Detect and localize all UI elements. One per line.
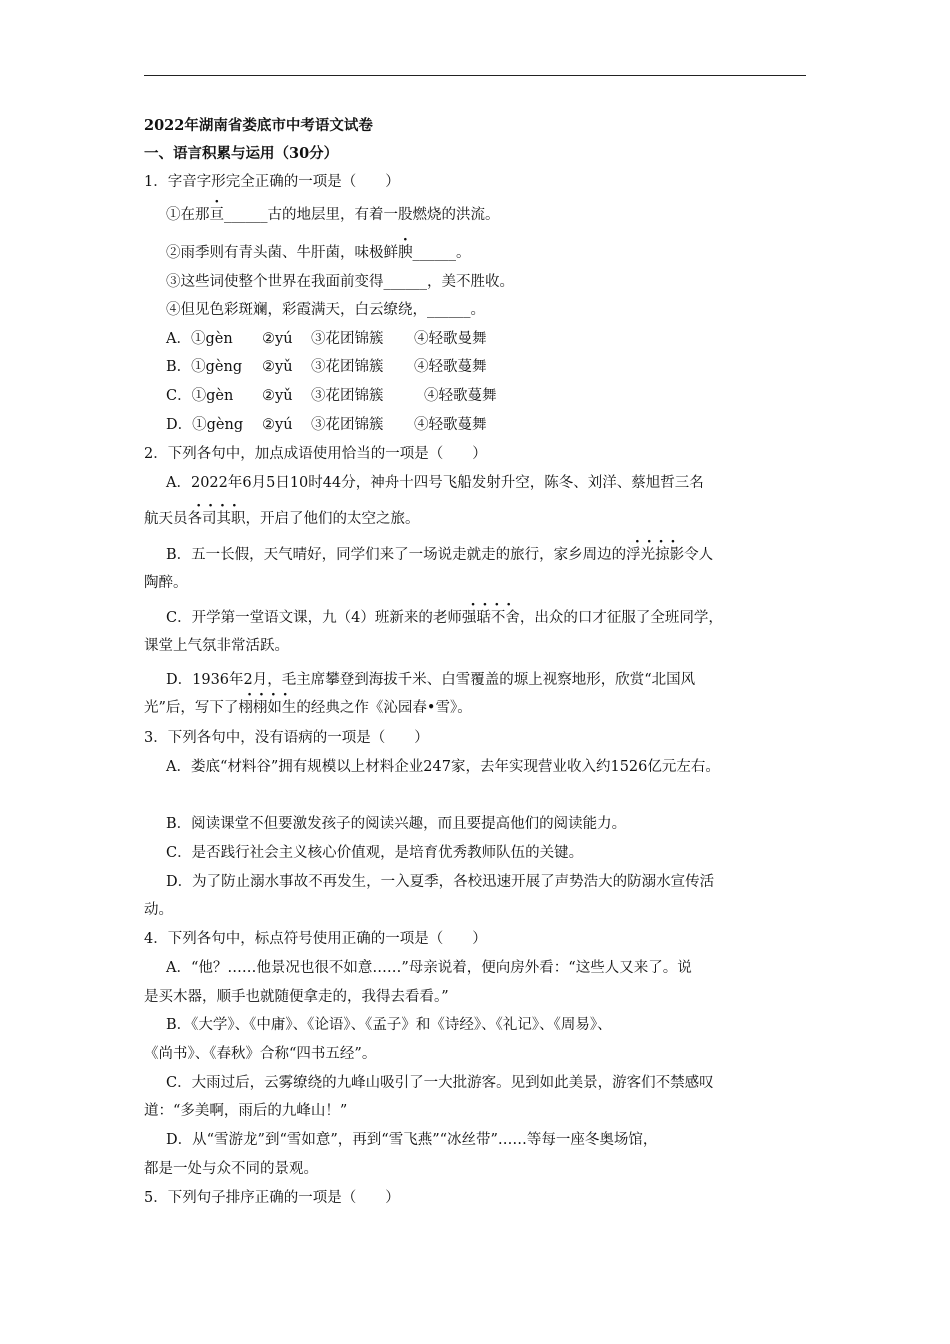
q3-option-a: A．娄底“材料谷”拥有规模以上材料企业247家，去年实现营业收入约1526亿元左右。 (166, 759, 720, 775)
q2-option-d-line1: D．1936年2月，毛主席攀登到海拔千米、白雪覆盖的塬上视察地形，欣赏“北国风 (166, 672, 696, 688)
q4-option-d-line1: D．从“雪游龙”到“雪如意”，再到“雪飞燕”“冰丝带”……等每一座冬奥场馆， (166, 1132, 658, 1148)
q4-option-a-line1: A．“他？……他景况也很不如意……”母亲说着，便向房外看：“这些人又来了。说 (166, 960, 692, 976)
q5-stem: 5．下列句子排序正确的一项是（ ） (144, 1190, 400, 1206)
q2-option-c-line1: C．开学第一堂语文课，九（4）班新来的老师· · · · 强聒不舍，出众的口才征服了全班同学， (166, 608, 723, 628)
q1-sentence-3: ③这些词使整个世界在我面前变得______，美不胜收。 (166, 274, 514, 290)
q2-option-a-line1: A．2022年6月5日10时44分，神舟十四号飞船发射升空，陈冬、刘洋、蔡旭哲三名 (166, 475, 704, 491)
dotted-idiom: · · · · 浮光掠影 (626, 545, 684, 565)
dotted-char: 腴 (398, 245, 413, 261)
q2-option-c-line2: 课堂上气氛非常活跃。 (144, 638, 289, 654)
dotted-char: 亘 (209, 207, 224, 223)
q3-option-d-line2: 动。 (144, 902, 173, 918)
q2-option-a-line2: 航天员· · · · 各司其职，开启了他们的太空之旅。 (144, 509, 420, 529)
dotted-idiom: · · · · 栩栩如生 (238, 698, 296, 718)
section-heading: 一、语言积累与运用（30分） (144, 145, 339, 162)
exam-title: 2022年湖南省娄底市中考语文试卷 (144, 117, 373, 134)
q3-stem: 3．下列各句中，没有语病的一项是（ ） (144, 730, 429, 746)
q4-stem: 4．下列各句中，标点符号使用正确的一项是（ ） (144, 931, 487, 947)
q4-option-c-line2: 道：“多美啊，雨后的九峰山！” (144, 1103, 348, 1119)
q3-option-c: C．是否践行社会主义核心价值观，是培育优秀教师队伍的关键。 (166, 845, 584, 861)
q4-option-a-line2: 是买木器，顺手也就随便拿走的，我得去看看。” (144, 989, 449, 1005)
dotted-idiom: · · · · 强聒不舍 (462, 608, 520, 628)
q1-stem: 1．字音字形完全正确的一项是（ ） (144, 174, 400, 190)
q1-sentence-4: ④但见色彩斑斓，彩霞满天，白云缭绕，______。 (166, 302, 485, 318)
q2-option-b-line2: 陶醉。 (144, 575, 188, 591)
q4-option-b-line1: B．《大学》、《中庸》、《论语》、《孟子》和《诗经》、《礼记》、《周易》、 (166, 1017, 612, 1033)
q3-option-d-line1: D．为了防止溺水事故不再发生，一入夏季，各校迅速开展了声势浩大的防溺水宣传活 (166, 874, 715, 890)
q2-stem: 2．下列各句中，加点成语使用恰当的一项是（ ） (144, 446, 487, 462)
q4-option-c-line1: C．大雨过后，云雾缭绕的九峰山吸引了一大批游客。见到如此美景，游客们不禁感叹 (166, 1075, 714, 1091)
q4-option-b-line2: 《尚书》、《春秋》合称“四书五经”。 (144, 1046, 377, 1062)
q2-option-d-line2: 光”后，写下了· · · · 栩栩如生的经典之作《沁园春•雪》。 (144, 698, 472, 718)
q1-sentence-1: ①在那亘______古的地层里，有着一股燃烧的洪流。 (166, 207, 500, 223)
q4-option-d-line2: 都是一处与众不同的景观。 (144, 1161, 318, 1177)
q2-option-b-line1: B．五一长假，天气晴好，同学们来了一场说走就走的旅行，家乡周边的· · · · 浮光掠影令人 (166, 545, 713, 565)
q1-sentence-2: ②雨季则有青头菌、牛肝菌，味极鲜腴______。 (166, 245, 471, 261)
header-rule (144, 75, 806, 76)
dotted-idiom: · · · · 各司其职 (188, 509, 246, 529)
q3-option-b: B．阅读课堂不但要激发孩子的阅读兴趣，而且要提高他们的阅读能力。 (166, 816, 627, 832)
